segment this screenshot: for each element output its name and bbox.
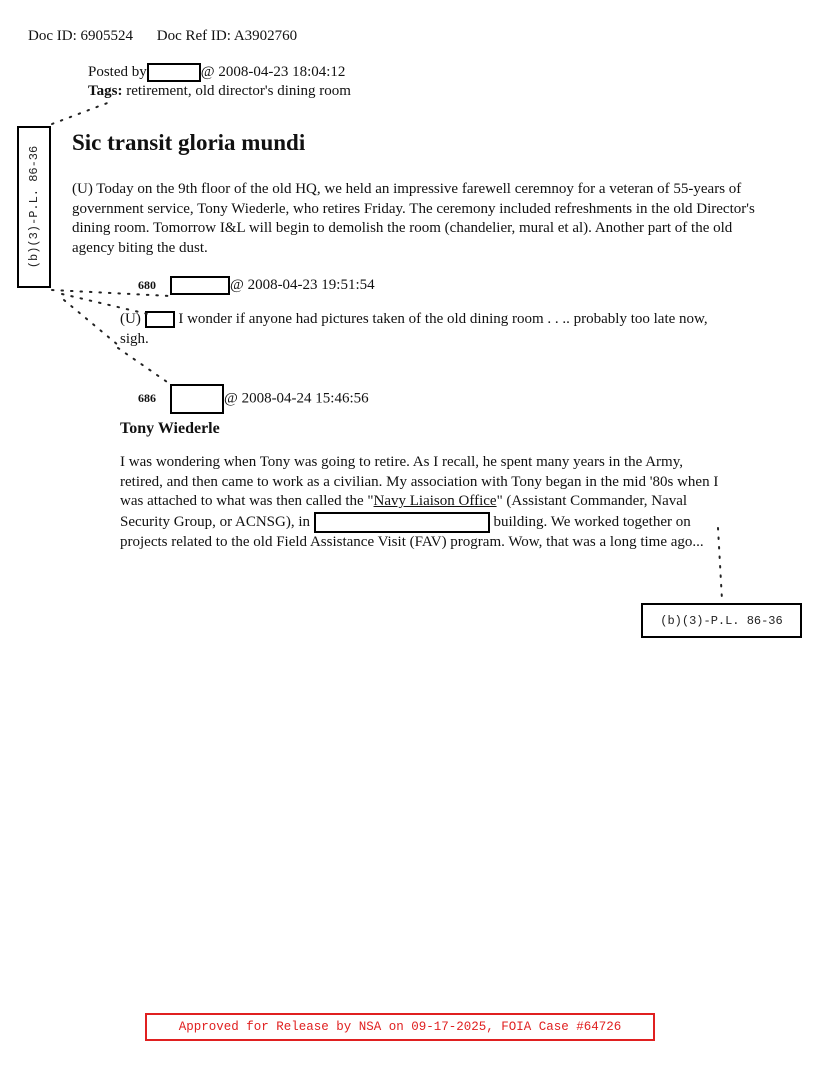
leader-line-to-comment-2	[118, 348, 170, 384]
navy-liaison-office-link[interactable]: Navy Liaison Office	[373, 493, 497, 509]
leader-line-to-comment-1-user	[62, 294, 152, 315]
release-stamp: Approved for Release by NSA on 09-17-2025, FOIA Case #64726	[145, 1013, 655, 1041]
post-body: (U) Today on the 9th floor of the old HQ, we held an impressive farewell ceremnoy for a veteran of 55-years of government service, Tony Wiederle, who retires Friday. The ceremony included refreshments in the old Director's dining room. Tomorrow I&L will begin to demolish the room (chandelier, mural et al). Another part of the old agency biting the dust.	[72, 181, 755, 256]
comment-1-body: I wonder if anyone had pictures taken of the old dining room . . .. probably too late now, sigh.	[120, 311, 708, 347]
comment-2-body-start: I was wondering when Tony was going to retire. As I recall, he spent many years in the Army, retired, and then came to work as a civilian. My association with Tony began in the mid '80s when I was attached to what was then called the "	[120, 454, 719, 509]
leader-line-to-comment-1-text	[64, 300, 118, 345]
comment-2-timestamp: @ 2008-04-24 15:46:56	[224, 390, 369, 407]
comment-1-prefix: (U)	[120, 311, 141, 327]
comment-1-user-id: 680	[138, 277, 156, 292]
leader-line-to-tags	[52, 102, 110, 124]
post-timestamp: @ 2008-04-23 18:04:12	[200, 63, 346, 80]
exemption-side-text: (b)(3)-P.L. 86-36	[27, 145, 41, 269]
comment-2-body-end: building. We worked together on projects related to the old Field Assistance Visit (FAV) program. Wow, that was a long time ago...	[120, 513, 704, 550]
doc-ref-id: Doc Ref ID: A3902760	[156, 28, 298, 44]
leader-line-to-comment-1	[52, 290, 170, 296]
comment-2-user-id: 686	[138, 391, 156, 406]
leader-line-to-building	[718, 528, 722, 600]
comment-1-timestamp: @ 2008-04-23 19:51:54	[230, 276, 375, 293]
post-title: Sic transit gloria mundi	[72, 130, 306, 155]
exemption-stamp-right: (b)(3)-P.L. 86-36	[641, 603, 802, 638]
doc-id: Doc ID: 6905524	[28, 28, 133, 44]
posted-by-label: Posted by	[88, 63, 147, 80]
comment-2-body-middle: " (Assistant Commander, Naval Security Group, or ACNSG), in	[120, 493, 688, 530]
tags-label: Tags:	[88, 83, 123, 99]
tags-value: retirement, old director's dining room	[126, 83, 351, 99]
comment-2-title: Tony Wiederle	[120, 420, 220, 437]
